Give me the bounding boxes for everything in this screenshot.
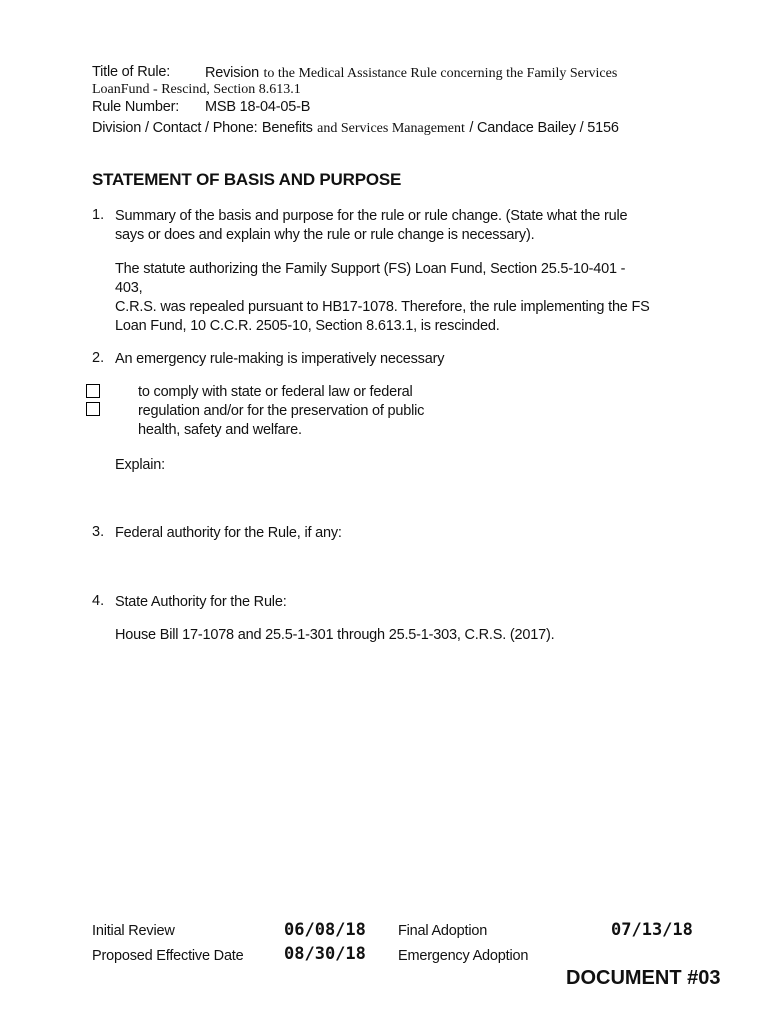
proposed-effective-date: 08/30/18 [284,944,366,964]
item2-checkbox-line1: to comply with state or federal law or federal [138,384,413,400]
item1-answer [115,260,650,336]
item1-question-line2: says or does and explain why the rule or rule change is necessary). [115,227,535,243]
item4-number: 4. [92,593,105,609]
division-value-serif: and Services Management [317,121,465,136]
title-value-revision: Revision [205,65,260,81]
item1-question [115,207,627,245]
item3-number: 3. [92,524,105,540]
rule-number-value: MSB 18-04-05-B [205,99,311,115]
emergency-checkbox-no[interactable] [86,402,100,416]
initial-review-date: 06/08/18 [284,920,366,940]
item1-question-line1: Summary of the basis and purpose for the rule or rule change. (State what the rule [115,208,628,224]
initial-review-label: Initial Review [92,923,175,939]
final-adoption-date: 07/13/18 [611,920,693,940]
proposed-effective-label: Proposed Effective Date [92,948,244,964]
emergency-checkbox-yes[interactable] [86,384,100,398]
title-of-rule-line2: LoanFund - Rescind, Section 8.613.1 [92,82,301,97]
item3-question: Federal authority for the Rule, if any: [115,525,342,541]
title-of-rule-label: Title of Rule: [92,64,171,80]
final-adoption-label: Final Adoption [398,923,488,939]
emergency-adoption-label: Emergency Adoption [398,948,529,964]
rule-number-label: Rule Number: [92,99,180,115]
item1-answer-line3: C.R.S. was repealed pursuant to HB17-1078. Therefore, the rule implementing the FS [115,299,650,315]
item2-explain-label: Explain: [115,457,165,473]
item1-answer-line1: The statute authorizing the Family Support (FS) Loan Fund, Section 25.5-10-401 - [115,261,626,277]
division-label: Division / Contact / Phone: [92,120,258,136]
item1-answer-line2: 403, [115,280,143,296]
contact-value: / Candace Bailey / 5156 [469,120,619,136]
title-value-description: to the Medical Assistance Rule concerning the Family Services [263,66,618,81]
division-contact-phone [92,119,619,137]
item2-checkbox-line2: regulation and/or for the preservation of public [138,403,425,419]
item2-question: An emergency rule-making is imperatively necessary [115,351,445,367]
item1-answer-line4: Loan Fund, 10 C.C.R. 2505-10, Section 8.613.1, is rescinded. [115,318,500,334]
item2-number: 2. [92,350,105,366]
document-number: DOCUMENT #03 [566,967,721,989]
item1-number: 1. [92,207,105,223]
item4-question: State Authority for the Rule: [115,594,287,610]
item2-checkbox-line3: health, safety and welfare. [138,422,302,438]
title-of-rule-value [205,64,617,82]
item4-answer: House Bill 17-1078 and 25.5-1-301 through 25.5-1-303, C.R.S. (2017). [115,627,555,643]
division-value: Benefits [261,120,313,136]
statement-heading: STATEMENT OF BASIS AND PURPOSE [92,170,402,189]
item2-checkbox-text [138,383,424,440]
